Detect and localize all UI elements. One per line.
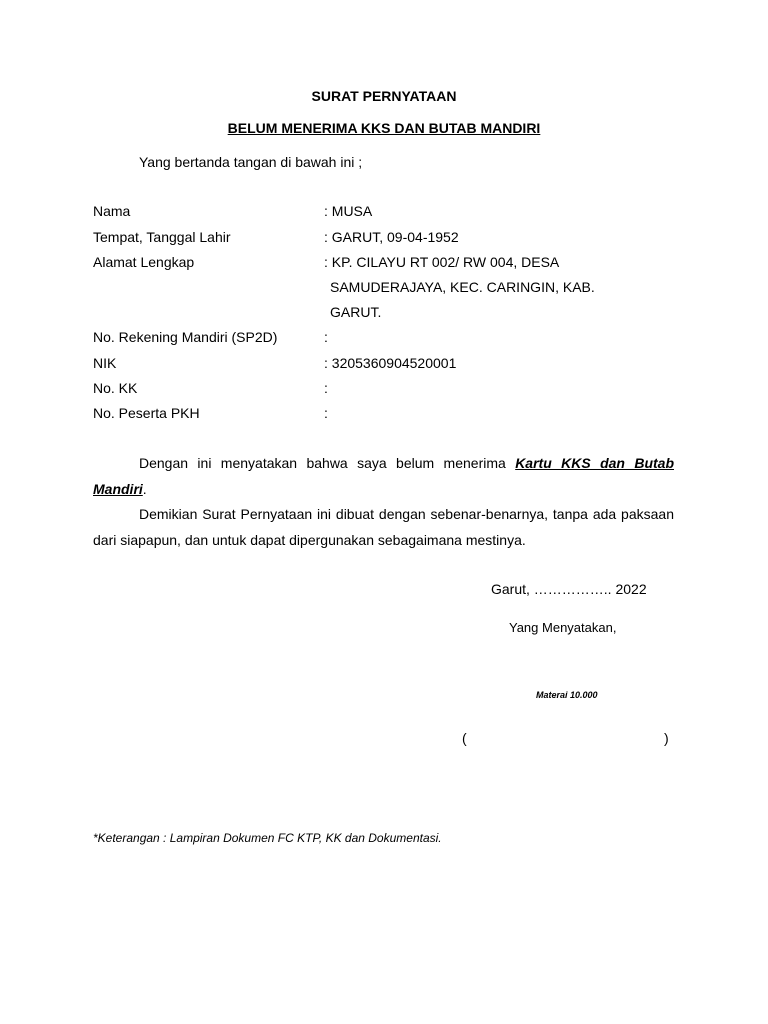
closing-paragraph: Demikian Surat Pernyataan ini dibuat dengan sebenar-benarnya, tanpa ada paksaan dari siapapun, dan untuk dapat dipergunakan sebagaimana mestinya. <box>93 506 674 548</box>
signer-label: Yang Menyatakan, <box>509 620 617 635</box>
field-value-nik: : 3205360904520001 <box>324 355 457 371</box>
field-label-ttl: Tempat, Tanggal Lahir <box>93 229 231 245</box>
intro-text: Yang bertanda tangan di bawah ini ; <box>139 154 363 170</box>
statement-end: . <box>142 481 147 497</box>
document-subtitle: BELUM MENERIMA KKS DAN BUTAB MANDIRI <box>227 120 541 136</box>
statement-emphasis: Kartu KKS dan Butab Mandiri <box>93 455 674 497</box>
footnote: *Keterangan : Lampiran Dokumen FC KTP, KK dan Dokumentasi. <box>93 831 442 845</box>
field-value-kk: : <box>324 380 328 396</box>
stamp-note: Materai 10.000 <box>536 690 598 700</box>
field-label-pkh: No. Peserta PKH <box>93 405 200 421</box>
field-value-nama: : MUSA <box>324 203 373 219</box>
signature-close-paren: ) <box>664 730 669 746</box>
statement-paragraph <box>93 450 674 502</box>
document-title: SURAT PERNYATAAN <box>311 88 457 104</box>
field-value-alamat: : KP. CILAYU RT 002/ RW 004, DESA <box>324 254 560 270</box>
field-value-pkh: : <box>324 405 328 421</box>
field-label-rekening: No. Rekening Mandiri (SP2D) <box>93 329 278 345</box>
field-label-nik: NIK <box>93 355 117 371</box>
field-label-kk: No. KK <box>93 380 138 396</box>
field-value-alamat-line3: GARUT. <box>330 304 382 320</box>
field-value-ttl: : GARUT, 09-04-1952 <box>324 229 459 245</box>
place-date: Garut, …………….. 2022 <box>491 581 647 597</box>
statement-text: Dengan ini menyatakan bahwa saya belum menerima <box>139 455 516 471</box>
field-value-rekening: : <box>324 329 328 345</box>
field-label-nama: Nama <box>93 203 131 219</box>
signature-open-paren: ( <box>462 730 467 746</box>
field-value-alamat-line2: SAMUDERAJAYA, KEC. CARINGIN, KAB. <box>330 279 595 295</box>
field-label-alamat: Alamat Lengkap <box>93 254 195 270</box>
